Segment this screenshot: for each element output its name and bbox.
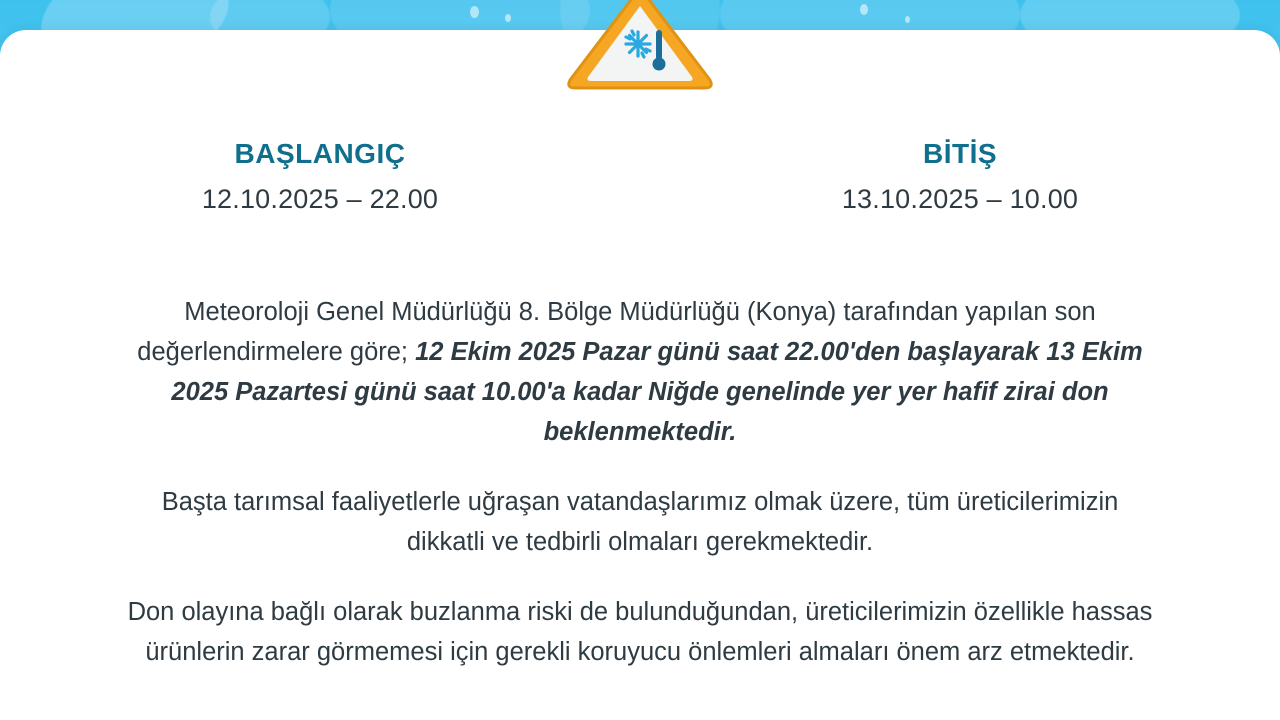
paragraph-2: Başta tarımsal faaliyetlerle uğraşan vatandaşlarımız olmak üzere, tüm üreticilerimizin dikkatli ve tedbirli olmaları gerekmektedir. [161, 488, 1119, 556]
water-droplet-icon [860, 4, 868, 15]
water-droplet-icon [470, 6, 479, 18]
start-label: BAŞLANGIÇ [234, 138, 406, 169]
announcement-body [120, 292, 1160, 672]
start-value: 12.10.2025 – 22.00 [201, 184, 439, 214]
badge-stem [597, 98, 683, 106]
water-droplet-icon [905, 16, 910, 23]
water-droplet-icon [505, 14, 511, 22]
end-time-block [640, 138, 1280, 215]
paragraph-1-emphasis: 12 Ekim 2025 Pazar günü saat 22.00'den başlayarak 13 Ekim 2025 Pazartesi günü saat 10.00'a kadar Niğde genelinde yer yer hafif zirai don beklenmektedir. [171, 338, 1143, 446]
start-time-block [0, 138, 640, 215]
paragraph-1-lead: Meteoroloji Genel Müdürlüğü 8. Bölge Müdürlüğü (Konya) tarafından yapılan son değerlendirmelere göre; [137, 298, 1096, 366]
validity-period [0, 138, 1280, 215]
paragraph-3: Don olayına bağlı olarak buzlanma riski de bulunduğundan, üreticilerimizin özellikle hassas ürünlerin zarar görmemesi için gerekli koruyucu önlemleri almaları önem arz etmektedir. [127, 598, 1153, 666]
content-card [0, 30, 1280, 720]
frost-warning-triangle-icon [564, 0, 716, 96]
paragraph-1 [120, 292, 1160, 452]
end-value: 13.10.2025 – 10.00 [841, 184, 1079, 214]
end-label: BİTİŞ [922, 138, 998, 169]
